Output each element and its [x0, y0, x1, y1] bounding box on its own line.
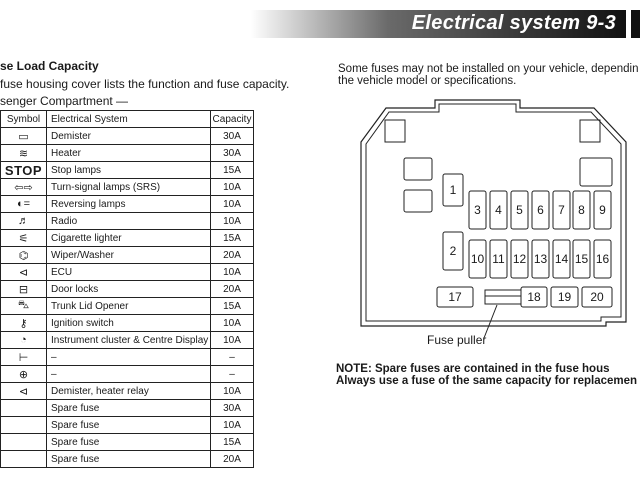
housing-block-left-lower	[404, 190, 432, 212]
capacity-cell: 15A	[211, 434, 254, 451]
section-subtitle: senger Compartment —	[0, 94, 129, 108]
capacity-cell: 10A	[211, 264, 254, 281]
capacity-cell: 15A	[211, 298, 254, 315]
fuse-number-label: 18	[527, 290, 541, 304]
reversing-lamp-icon: ◐=	[16, 198, 31, 210]
system-cell: Spare fuse	[47, 400, 211, 417]
housing-block-right	[580, 158, 612, 186]
housing-block-left-upper	[404, 158, 432, 180]
housing-tab-right	[580, 120, 600, 142]
door-lock-icon: ⊟	[18, 283, 29, 296]
fuse-slot-14	[553, 240, 570, 278]
turn-signal-icon: ⇦⇨	[14, 181, 33, 194]
fuse-slot-19	[551, 287, 578, 307]
section-title: se Load Capacity	[0, 59, 99, 73]
fuse-number-label: 12	[512, 252, 527, 266]
note-line: NOTE: Spare fuses are contained in the fuse hous	[336, 363, 610, 375]
system-cell: Demister	[47, 128, 211, 145]
radio-icon: ♬	[18, 215, 29, 227]
fuse-number-label: 20	[590, 290, 604, 304]
system-cell: Stop lamps	[47, 162, 211, 179]
fuse-number-label: 3	[474, 203, 481, 217]
fuse-puller-label: Fuse puller	[427, 333, 487, 347]
fuse-puller	[485, 290, 521, 304]
capacity-cell: 10A	[211, 179, 254, 196]
fuse-box-outline	[361, 100, 626, 326]
capacity-cell: 10A	[211, 383, 254, 400]
system-cell: Demister, heater relay	[47, 383, 211, 400]
capacity-cell: 15A	[211, 230, 254, 247]
section-intro: fuse housing cover lists the function and fuse capacity.	[0, 77, 290, 91]
fuse-number-label: 11	[492, 252, 505, 266]
capacity-cell: 10A	[211, 417, 254, 434]
system-cell: Wiper/Washer	[47, 247, 211, 264]
housing-tab-left	[385, 120, 405, 142]
fuse-number-label: 1	[449, 183, 457, 197]
system-cell: Door locks	[47, 281, 211, 298]
fuse-slot-10	[469, 240, 486, 278]
capacity-cell: 20A	[211, 281, 254, 298]
capacity-cell: 15A	[211, 162, 254, 179]
fuse-number-label: 19	[557, 290, 572, 304]
horn-icon: ⊢	[18, 351, 29, 364]
system-cell: ECU	[47, 264, 211, 281]
system-cell: –	[47, 366, 211, 383]
fuse-slot-13	[532, 240, 549, 278]
capacity-cell: 10A	[211, 213, 254, 230]
relay-icon: ⊲	[18, 385, 29, 398]
fuse-slot-11	[490, 240, 507, 278]
column-header-system: Electrical System	[47, 111, 211, 128]
fuse-number-label: 14	[554, 252, 569, 266]
system-cell: Radio	[47, 213, 211, 230]
fuse-number-label: 5	[516, 203, 523, 217]
fuse-slot-3	[469, 191, 486, 229]
fuse-slot-15	[573, 240, 590, 278]
note-line: the vehicle model or specifications.	[338, 75, 517, 87]
fuse-number-label: 9	[599, 203, 606, 217]
note-line: Some fuses may not be installed on your vehicle, dependin	[338, 63, 639, 75]
system-cell: Cigarette lighter	[47, 230, 211, 247]
system-cell: Turn-signal lamps (SRS)	[47, 179, 211, 196]
fuse-slot-18	[521, 287, 547, 307]
fuse-number-label: 10	[470, 252, 485, 266]
trunk-lid-icon: ⛍	[17, 299, 30, 311]
capacity-cell: 30A	[211, 400, 254, 417]
ecu-icon: ⊲	[18, 266, 29, 279]
fuse-slot-9	[594, 191, 611, 229]
system-cell: Heater	[47, 145, 211, 162]
capacity-cell: 10A	[211, 196, 254, 213]
column-header-symbol: Symbol	[1, 111, 47, 128]
fuse-slot-1	[443, 174, 463, 206]
stop-lamp-icon: STOP	[4, 162, 43, 178]
fuse-slot-7	[553, 191, 570, 229]
system-cell: Trunk Lid Opener	[47, 298, 211, 315]
system-cell: Ignition switch	[47, 315, 211, 332]
fuse-number-label: 13	[533, 252, 548, 266]
rear-window-demister-icon: ▭	[18, 130, 29, 143]
capacity-cell: –	[211, 366, 254, 383]
fuse-slot-8	[573, 191, 590, 229]
fuse-number-label: 8	[578, 203, 585, 217]
fuse-slot-2	[443, 232, 463, 270]
column-header-capacity: Capacity	[211, 111, 254, 128]
note-line: Always use a fuse of the same capacity for replacemen	[336, 375, 638, 387]
system-cell: –	[47, 349, 211, 366]
fuse-number-label: 7	[558, 203, 565, 217]
system-cell: Spare fuse	[47, 417, 211, 434]
cigarette-lighter-icon: ⚟	[18, 232, 29, 245]
capacity-cell: 30A	[211, 128, 254, 145]
ignition-switch-icon: ⚷	[19, 317, 28, 330]
spare-fuse-note	[336, 363, 637, 387]
capacity-cell: 20A	[211, 247, 254, 264]
system-cell: Spare fuse	[47, 434, 211, 451]
heater-icon: ≋	[18, 147, 29, 160]
fuse-number-label: 6	[537, 203, 544, 217]
fuse-slot-4	[490, 191, 507, 229]
system-cell: Reversing lamps	[47, 196, 211, 213]
capacity-cell: 10A	[211, 315, 254, 332]
fuse-slot-12	[511, 240, 528, 278]
wiper-washer-icon: ⌬	[18, 249, 29, 262]
steering-wheel-icon: ⊕	[18, 368, 29, 381]
system-cell: Spare fuse	[47, 451, 211, 468]
fuse-number-label: 17	[448, 290, 462, 304]
fuse-slot-6	[532, 191, 549, 229]
instrument-cluster-icon: ◔	[20, 334, 27, 346]
fuse-slot-20	[582, 287, 612, 307]
fuse-number-label: 16	[595, 252, 610, 266]
fuse-slot-16	[594, 240, 611, 278]
page-header-title: Electrical system 9-3	[411, 12, 616, 34]
fuse-number-label: 15	[574, 252, 589, 266]
capacity-cell: 30A	[211, 145, 254, 162]
system-cell: Instrument cluster & Centre Display	[47, 332, 211, 349]
fuse-number-label: 4	[495, 203, 502, 217]
capacity-cell: 10A	[211, 332, 254, 349]
capacity-cell: 20A	[211, 451, 254, 468]
fuse-slot-5	[511, 191, 528, 229]
fuse-number-label: 2	[449, 244, 457, 258]
capacity-cell: –	[211, 349, 254, 366]
fuse-slot-17	[437, 287, 473, 307]
